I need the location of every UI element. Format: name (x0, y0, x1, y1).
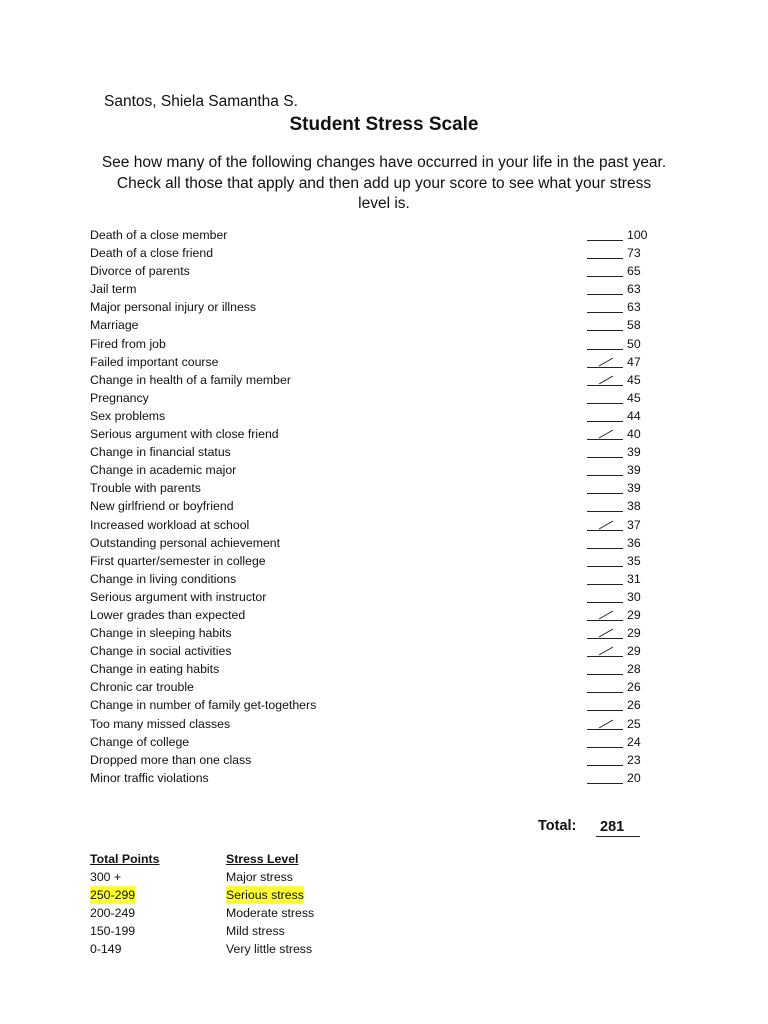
checkbox-blank[interactable] (587, 584, 623, 585)
checkbox-blank[interactable] (587, 312, 623, 313)
legend-level: Very little stress (226, 942, 313, 957)
list-item (90, 244, 660, 262)
list-item (90, 316, 660, 334)
checkbox-blank[interactable] (587, 530, 623, 531)
list-item (90, 516, 660, 534)
checkbox-blank[interactable] (587, 602, 623, 603)
checkbox-blank[interactable] (587, 457, 623, 458)
checkbox-blank[interactable] (587, 439, 623, 440)
list-item (90, 696, 660, 714)
list-item (90, 461, 660, 479)
legend-range: 0-149 (90, 942, 122, 957)
list-item (90, 298, 660, 316)
item-label: First quarter/semester in college (90, 553, 266, 568)
checkbox-blank[interactable] (587, 475, 623, 476)
item-label: Failed important course (90, 354, 219, 369)
legend-header-level: Stress Level (226, 852, 299, 866)
list-item (90, 678, 660, 696)
legend-range: 200-249 (90, 906, 136, 921)
item-label: Too many missed classes (90, 716, 231, 731)
checkbox-blank[interactable] (587, 548, 623, 549)
item-points: 45 (627, 372, 641, 387)
item-points: 26 (627, 680, 641, 695)
list-item (90, 642, 660, 660)
item-label: Divorce of parents (90, 264, 190, 279)
check-mark-icon (598, 374, 614, 385)
item-points: 45 (627, 390, 641, 405)
checkbox-blank[interactable] (587, 638, 623, 639)
check-mark-icon (598, 718, 614, 729)
list-item (90, 443, 660, 461)
item-points: 20 (627, 770, 641, 785)
item-label: Change in sleeping habits (90, 626, 232, 641)
item-label: Outstanding personal achievement (90, 535, 281, 550)
list-item (90, 733, 660, 751)
item-label: Change in living conditions (90, 571, 237, 586)
item-points: 44 (627, 408, 641, 423)
checkbox-blank[interactable] (587, 783, 623, 784)
list-item (90, 335, 660, 353)
list-item (90, 570, 660, 588)
list-item (90, 353, 660, 371)
list-item (90, 715, 660, 733)
item-points: 30 (627, 589, 641, 604)
item-label: Dropped more than one class (90, 752, 252, 767)
total-value: 281 (600, 819, 625, 835)
student-name: Santos, Shiela Samantha S. (104, 93, 298, 110)
item-points: 63 (627, 282, 641, 297)
item-points: 39 (627, 463, 641, 478)
item-label: Chronic car trouble (90, 680, 194, 695)
checkbox-blank[interactable] (587, 674, 623, 675)
list-item (90, 407, 660, 425)
item-label: Marriage (90, 318, 139, 333)
list-item (90, 751, 660, 769)
list-item (90, 624, 660, 642)
item-label: Jail term (90, 282, 137, 297)
checkbox-blank[interactable] (587, 692, 623, 693)
checkbox-blank[interactable] (587, 747, 623, 748)
list-item (90, 226, 660, 244)
item-label: Death of a close member (90, 228, 228, 242)
check-mark-icon (598, 645, 614, 656)
list-item (90, 552, 660, 570)
item-points: 29 (627, 626, 641, 641)
item-label: Major personal injury or illness (90, 300, 257, 315)
list-item (90, 606, 660, 624)
item-label: Serious argument with close friend (90, 427, 279, 442)
checkbox-blank[interactable] (587, 511, 623, 512)
legend-level: Mild stress (226, 924, 285, 939)
checkbox-blank[interactable] (587, 656, 623, 657)
item-label: Change in number of family get-togethers (90, 698, 317, 713)
item-points: 50 (627, 336, 641, 351)
item-label: Increased workload at school (90, 517, 250, 532)
item-points: 24 (627, 734, 641, 749)
instructions: See how many of the following changes have occurred in your life in the past year. Check all those that apply and then add up your score to see what your stress level is. (101, 154, 667, 212)
checkbox-blank[interactable] (587, 367, 623, 368)
checkbox-blank[interactable] (587, 349, 623, 350)
legend-level: Major stress (226, 870, 293, 885)
item-label: Change in financial status (90, 445, 231, 460)
legend-range: 300 + (90, 870, 122, 885)
item-label: Trouble with parents (90, 481, 201, 496)
checkbox-blank[interactable] (587, 385, 623, 386)
check-mark-icon (598, 428, 614, 439)
item-points: 35 (627, 553, 641, 568)
checkbox-blank[interactable] (587, 620, 623, 621)
item-points: 40 (627, 427, 641, 442)
item-label: Lower grades than expected (90, 607, 246, 622)
item-points: 47 (627, 354, 641, 369)
item-points: 39 (627, 445, 641, 460)
list-item (90, 588, 660, 606)
legend-level: Moderate stress (226, 906, 315, 921)
legend-range: 150-199 (90, 924, 136, 939)
legend-header-points: Total Points (90, 852, 160, 866)
item-points: 63 (627, 300, 641, 315)
checkbox-blank[interactable] (587, 421, 623, 422)
checkbox-blank[interactable] (587, 493, 623, 494)
checkbox-blank[interactable] (587, 566, 623, 567)
item-label: Pregnancy (90, 390, 149, 405)
page-title: Student Stress Scale (289, 114, 479, 135)
checkbox-blank[interactable] (587, 765, 623, 766)
legend-range: 250-299 (90, 886, 135, 904)
item-label: Minor traffic violations (90, 770, 209, 785)
list-item (90, 769, 660, 787)
legend-level: Serious stress (226, 886, 304, 904)
item-points: 100 (627, 228, 648, 242)
check-mark-icon (598, 609, 614, 620)
item-points: 37 (627, 517, 641, 532)
item-points: 73 (627, 246, 641, 261)
item-points: 28 (627, 662, 641, 677)
stress-items-list (90, 226, 660, 787)
item-points: 58 (627, 318, 641, 333)
list-item (90, 425, 660, 443)
item-label: Change in health of a family member (90, 372, 291, 387)
item-points: 38 (627, 499, 641, 514)
total-label: Total: (538, 818, 577, 834)
checkbox-blank[interactable] (587, 710, 623, 711)
item-points: 39 (627, 481, 641, 496)
list-item (90, 660, 660, 678)
checkbox-blank[interactable] (587, 403, 623, 404)
item-points: 29 (627, 644, 641, 659)
list-item (90, 534, 660, 552)
list-item (90, 389, 660, 407)
list-item (90, 280, 660, 298)
check-mark-icon (598, 627, 614, 638)
list-item (90, 371, 660, 389)
check-mark-icon (598, 356, 614, 367)
item-label: Serious argument with instructor (90, 589, 267, 604)
checkbox-blank[interactable] (587, 240, 623, 241)
item-points: 29 (627, 607, 641, 622)
item-label: New girlfriend or boyfriend (90, 499, 234, 514)
item-label: Sex problems (90, 408, 166, 423)
item-label: Fired from job (90, 336, 166, 351)
list-item (90, 479, 660, 497)
checkbox-blank[interactable] (587, 276, 623, 277)
item-points: 25 (627, 716, 641, 731)
item-points: 23 (627, 752, 641, 767)
item-points: 31 (627, 571, 641, 586)
checkbox-blank[interactable] (587, 729, 623, 730)
item-label: Change in eating habits (90, 662, 220, 677)
checkbox-blank[interactable] (587, 294, 623, 295)
check-mark-icon (598, 519, 614, 530)
checkbox-blank[interactable] (587, 330, 623, 331)
total-value-field[interactable] (596, 818, 640, 837)
list-item (90, 262, 660, 280)
list-item (90, 497, 660, 515)
item-label: Death of a close friend (90, 246, 214, 261)
item-points: 65 (627, 264, 641, 279)
item-label: Change in social activities (90, 644, 232, 659)
checkbox-blank[interactable] (587, 258, 623, 259)
item-points: 26 (627, 698, 641, 713)
item-label: Change in academic major (90, 463, 237, 478)
item-points: 36 (627, 535, 641, 550)
item-label: Change of college (90, 734, 190, 749)
